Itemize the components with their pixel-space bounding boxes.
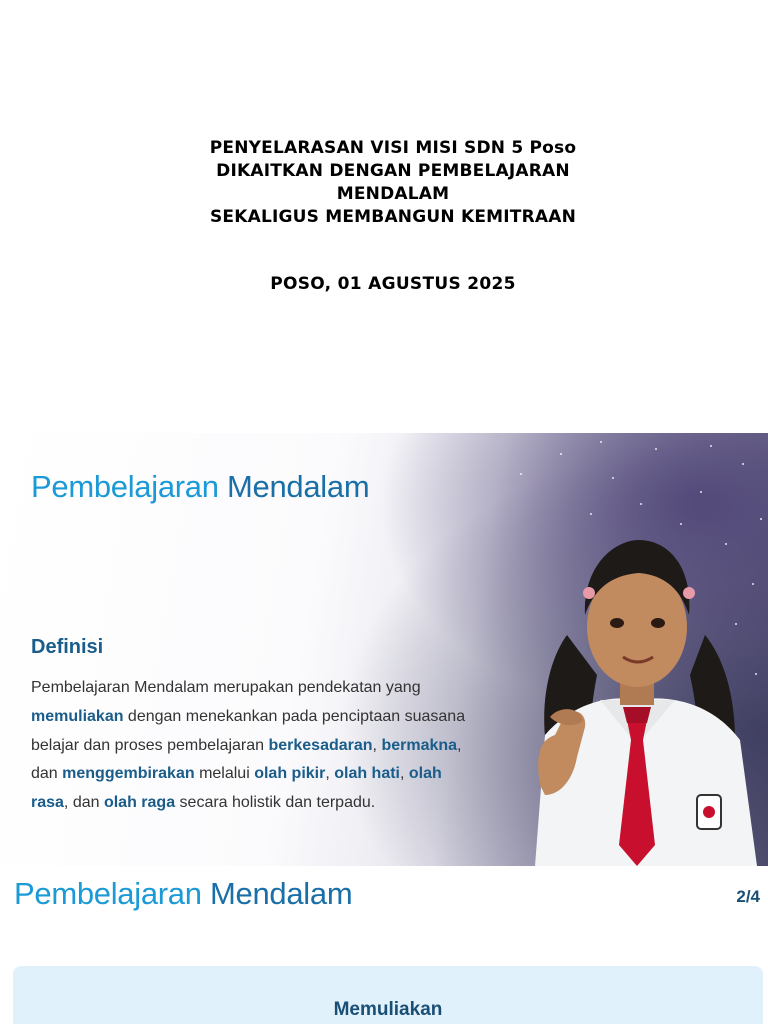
definition-segment: melalui [194,765,255,783]
definition-segment: , [372,736,382,754]
slide3-heading-word-2: Mendalam [210,876,353,911]
definition-segment: secara holistik dan terpadu. [175,794,376,812]
definition-keyword: memuliakan [31,707,124,725]
heading-word-2: Mendalam [227,469,370,504]
title-slide [0,0,768,432]
definition-slide [0,433,768,866]
slide3-heading [14,876,352,912]
definition-keyword: olah raga [103,794,176,812]
title-line-4: SEKALIGUS MEMBANGUN KEMITRAAN [209,207,576,227]
definition-keyword: olah rasa [31,765,442,812]
heading-word-1: Pembelajaran [31,469,219,504]
presentation-title [0,137,768,229]
memuliakan-card [13,966,763,1024]
title-line-2: DIKAITKAN DENGAN PEMBELAJARAN [216,161,570,181]
title-line-1: PENYELARASAN VISI MISI SDN 5 Poso [209,138,577,158]
student-photo [505,495,768,866]
title-line-3: MENDALAM [336,184,450,204]
definition-keyword: bermakna [381,736,458,754]
definition-segment: , dan [31,736,462,783]
slide-heading [31,469,369,505]
definition-segment: , [325,765,335,783]
definition-text [31,674,481,818]
page-indicator: 2/4 [736,887,760,906]
definition-segment: Pembelajaran Mendalam merupakan pendekatan yang [31,679,421,696]
definition-subheading: Definisi [31,636,104,658]
slide-memuliakan [0,866,768,1024]
definition-keyword: berkesadaran [268,736,373,754]
presentation-date: POSO, 01 AGUSTUS 2025 [270,274,516,294]
slide3-heading-word-1: Pembelajaran [14,876,202,911]
definition-segment: dengan menekankan pada penciptaan suasana belajar dan proses pembelajaran [31,707,466,754]
definition-segment: , [400,765,409,783]
definition-keyword: menggembirakan [62,765,195,783]
definition-segment: , dan [63,794,104,812]
definition-keyword: olah hati [334,765,400,783]
card-title: Memuliakan [333,999,443,1020]
definition-keyword: olah pikir [254,765,326,783]
